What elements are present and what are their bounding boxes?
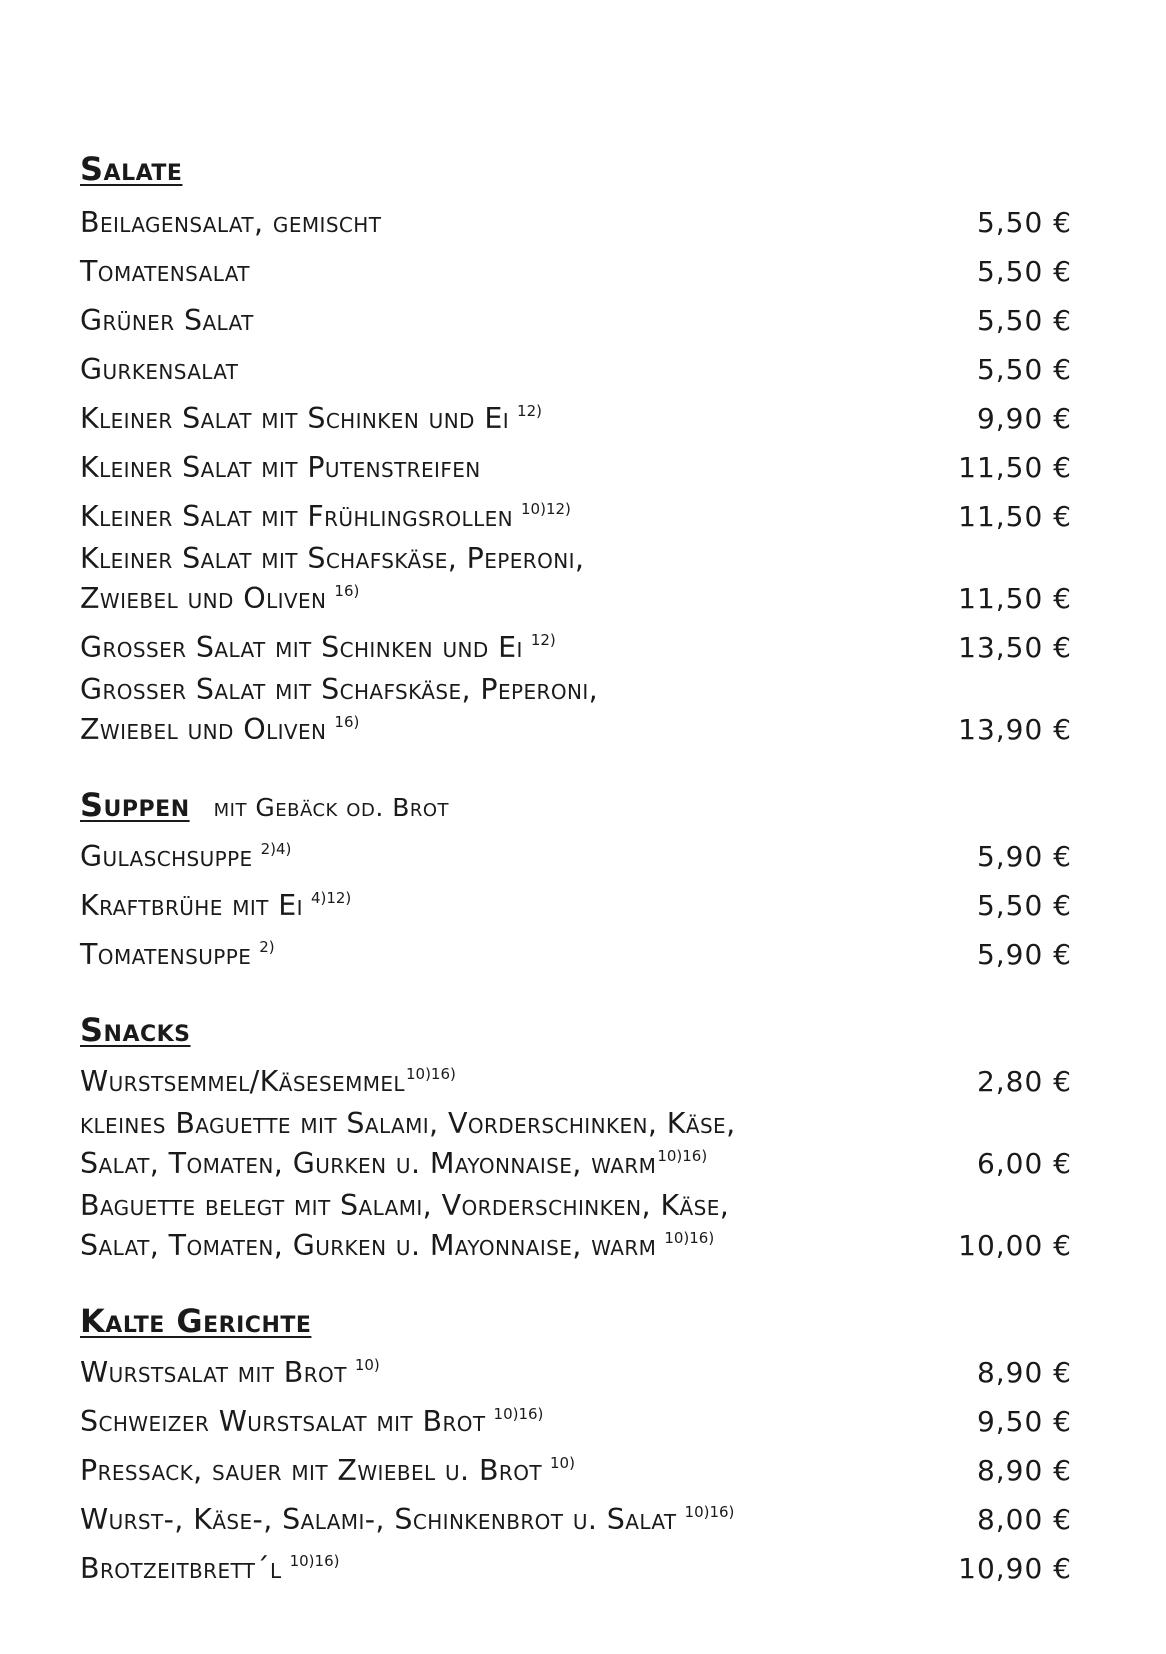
- menu-page: [80, 150, 1072, 1585]
- item-description: [80, 673, 598, 746]
- item-price: 10,00 €: [958, 1229, 1072, 1262]
- item-price: 11,50 €: [958, 451, 1072, 484]
- item-text: Kraftbrühe mit Ei: [80, 889, 303, 922]
- item-text: Schweizer Wurstsalat mit Brot: [80, 1405, 486, 1438]
- allergen-codes: 16): [334, 582, 360, 600]
- section-title: Kalte Gerichte: [80, 1302, 312, 1340]
- menu-item: [80, 435, 1072, 484]
- item-text: Pressack, sauer mit Zwiebel u. Brot: [80, 1454, 542, 1487]
- item-line: [80, 493, 571, 533]
- item-description: [80, 395, 542, 435]
- menu-item: [80, 873, 1072, 922]
- item-description: [80, 624, 556, 664]
- item-text: Wurstsemmel/Käsesemmel: [80, 1065, 405, 1098]
- allergen-codes: 2)4): [260, 840, 292, 858]
- item-description: [80, 206, 381, 239]
- item-line: [80, 1545, 339, 1585]
- item-line: Beilagensalat, gemischt: [80, 206, 382, 239]
- allergen-codes: 16): [334, 713, 360, 731]
- item-text: Salat, Tomaten, Gurken u. Mayonnaise, warm: [80, 1229, 657, 1262]
- item-price: 6,00 €: [976, 1147, 1072, 1180]
- item-line: [80, 1398, 543, 1438]
- item-text: Wurstsalat mit Brot: [80, 1356, 347, 1389]
- menu-item: [80, 1438, 1072, 1487]
- allergen-codes: 10)12): [521, 500, 571, 518]
- item-price: 5,50 €: [976, 889, 1072, 922]
- item-price: 5,50 €: [976, 304, 1072, 337]
- item-line: kleines Baguette mit Salami, Vorderschinken, Käse,: [80, 1107, 736, 1140]
- item-price: 8,90 €: [976, 1356, 1072, 1389]
- item-price: 13,90 €: [958, 713, 1072, 746]
- item-description: [80, 1058, 456, 1098]
- allergen-codes: 10)16): [493, 1405, 544, 1423]
- menu-item: [80, 922, 1072, 971]
- allergen-codes: 10)16): [405, 1065, 456, 1083]
- item-description: [80, 931, 275, 971]
- item-description: [80, 833, 291, 873]
- item-text: Tomatensuppe: [80, 938, 252, 971]
- item-list: [80, 190, 1072, 746]
- allergen-codes: 10)16): [657, 1147, 708, 1165]
- section-snacks: [80, 1011, 1072, 1262]
- item-line: Gurkensalat: [80, 353, 239, 386]
- menu-item: [80, 484, 1072, 533]
- allergen-codes: 10)16): [684, 1503, 735, 1521]
- item-text: Brotzeitbrett´l: [80, 1552, 282, 1585]
- item-description: [80, 353, 238, 386]
- allergen-codes: 12): [517, 402, 542, 420]
- item-description: [80, 493, 571, 533]
- item-list: [80, 824, 1072, 971]
- item-price: 5,50 €: [976, 206, 1072, 239]
- item-price: 11,50 €: [958, 500, 1072, 533]
- menu-item: [80, 1098, 1072, 1180]
- item-line: Grüner Salat: [80, 304, 254, 337]
- item-price: 8,00 €: [976, 1503, 1072, 1536]
- item-line: [80, 1140, 736, 1180]
- item-text: Zwiebel und Oliven: [80, 713, 327, 746]
- item-price: 5,50 €: [976, 255, 1072, 288]
- item-line: [80, 931, 275, 971]
- menu-item: [80, 533, 1072, 615]
- menu-item: [80, 386, 1072, 435]
- section-header: [80, 1011, 1072, 1049]
- item-line: [80, 882, 351, 922]
- allergen-codes: 10)16): [289, 1552, 340, 1570]
- item-description: [80, 304, 254, 337]
- item-line: [80, 1496, 734, 1536]
- item-description: [80, 542, 584, 615]
- item-line: [80, 1447, 575, 1487]
- allergen-codes: 12): [530, 631, 556, 649]
- allergen-codes: 2): [259, 938, 275, 956]
- section-header: [80, 150, 1072, 190]
- section-title: Salate: [80, 150, 183, 188]
- item-list: [80, 1340, 1072, 1585]
- section-kalte-gerichte: [80, 1302, 1072, 1585]
- item-description: [80, 451, 481, 484]
- item-text: Kleiner Salat mit Schinken und Ei: [80, 402, 510, 435]
- item-price: 5,90 €: [976, 840, 1072, 873]
- item-line: [80, 395, 542, 435]
- item-description: [80, 1107, 736, 1180]
- item-description: [80, 1349, 380, 1389]
- menu-item: [80, 337, 1072, 386]
- section-note: mit Gebäck od. Brot: [213, 793, 450, 822]
- item-description: [80, 882, 351, 922]
- menu-item: [80, 1340, 1072, 1389]
- item-text: Grosser Salat mit Schinken und Ei: [80, 631, 523, 664]
- menu-item: [80, 1487, 1072, 1536]
- menu-item: [80, 288, 1072, 337]
- item-description: [80, 1398, 543, 1438]
- item-line: Kleiner Salat mit Schafskäse, Peperoni,: [80, 542, 585, 575]
- item-price: 8,90 €: [976, 1454, 1072, 1487]
- item-text: Gulaschsuppe: [80, 840, 253, 873]
- item-list: [80, 1049, 1072, 1262]
- allergen-codes: 10): [354, 1356, 380, 1374]
- section-header: [80, 786, 1072, 824]
- item-line: [80, 833, 291, 873]
- item-line: [80, 706, 598, 746]
- item-line: [80, 624, 556, 664]
- menu-item: [80, 1536, 1072, 1585]
- item-price: 5,90 €: [976, 938, 1072, 971]
- section-title: Suppen: [80, 786, 190, 824]
- item-line: [80, 575, 584, 615]
- allergen-codes: 10): [549, 1454, 575, 1472]
- item-text: Zwiebel und Oliven: [80, 582, 327, 615]
- menu-item: [80, 1180, 1072, 1262]
- section-salate: [80, 150, 1072, 746]
- item-price: 9,90 €: [976, 402, 1072, 435]
- section-header: [80, 1302, 1072, 1340]
- item-description: [80, 1447, 575, 1487]
- menu-item: [80, 615, 1072, 664]
- item-line: Kleiner Salat mit Putenstreifen: [80, 451, 481, 484]
- menu-item: [80, 1389, 1072, 1438]
- item-description: [80, 1545, 339, 1585]
- section-title: Snacks: [80, 1011, 191, 1049]
- item-price: 13,50 €: [958, 631, 1072, 664]
- section-suppen: [80, 786, 1072, 971]
- item-text: Kleiner Salat mit Frühlingsrollen: [80, 500, 514, 533]
- item-description: [80, 255, 250, 288]
- item-price: 5,50 €: [976, 353, 1072, 386]
- menu-item: [80, 824, 1072, 873]
- item-line: [80, 1222, 729, 1262]
- item-text: Wurst-, Käse-, Salami-, Schinkenbrot u. Salat: [80, 1503, 677, 1536]
- item-line: Tomatensalat: [80, 255, 250, 288]
- item-line: [80, 1349, 380, 1389]
- item-line: [80, 1058, 456, 1098]
- item-text: Salat, Tomaten, Gurken u. Mayonnaise, warm: [80, 1147, 657, 1180]
- menu-item: [80, 190, 1072, 239]
- menu-item: [80, 664, 1072, 746]
- item-description: [80, 1496, 734, 1536]
- item-line: Grosser Salat mit Schafskäse, Peperoni,: [80, 673, 599, 706]
- item-price: 9,50 €: [976, 1405, 1072, 1438]
- item-line: Baguette belegt mit Salami, Vorderschinken, Käse,: [80, 1189, 730, 1222]
- item-price: 10,90 €: [958, 1552, 1072, 1585]
- allergen-codes: 10)16): [664, 1229, 715, 1247]
- menu-item: [80, 1049, 1072, 1098]
- menu-item: [80, 239, 1072, 288]
- item-description: [80, 1189, 729, 1262]
- item-price: 2,80 €: [976, 1065, 1072, 1098]
- item-price: 11,50 €: [958, 582, 1072, 615]
- allergen-codes: 4)12): [310, 889, 352, 907]
